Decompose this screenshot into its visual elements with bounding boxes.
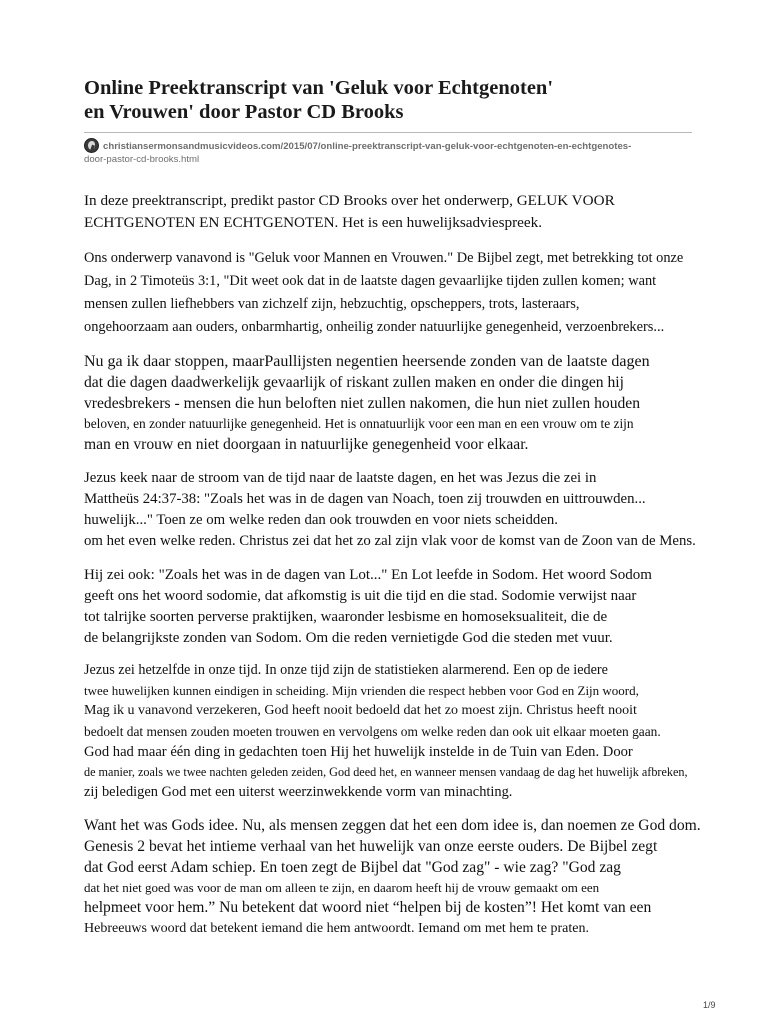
paragraph-line: bedoelt dat mensen zouden moeten trouwen en vervolgens om welke reden dan ook uit elkaar moeten gaan.: [84, 723, 661, 739]
paragraph-line: God had maar één ding in gedachten toen Hij het huwelijk instelde in de Tuin van Eden. Door: [84, 744, 633, 760]
document-body: [84, 190, 724, 939]
paragraph-line: mensen zullen liefhebbers van zichzelf zijn, hebzuchtig, opscheppers, trots, lasteraars,: [84, 296, 580, 312]
document-title: [84, 76, 684, 124]
paragraph: [84, 247, 724, 338]
paragraph-line: de manier, zoals we twee nachten geleden zeiden, God deed het, en wanneer mensen vandaag de dag het huwelijk afbreken,: [84, 764, 688, 779]
title-line: en Vrouwen' door Pastor CD Brooks: [84, 101, 404, 123]
paragraph-line: Genesis 2 bevat het intieme verhaal van het huwelijk van onze eerste ouders. De Bijbel zegt: [84, 837, 658, 855]
title-line: Online Preektranscript van 'Geluk voor Echtgenoten': [84, 77, 554, 99]
paragraph-line: In deze preektranscript, predikt pastor CD Brooks over het onderwerp, GELUK VOOR: [84, 192, 615, 209]
paragraph-line: huwelijk..." Toen ze om welke reden dan ook trouwden en voor niets scheidden.: [84, 512, 558, 528]
page-number: 1/9: [703, 1000, 716, 1010]
paragraph-line: Mag ik u vanavond verzekeren, God heeft nooit bedoeld dat het zo moest zijn. Christus heeft nooit: [84, 703, 637, 718]
paragraph-line: Ons onderwerp vanavond is "Geluk voor Mannen en Vrouwen." De Bijbel zegt, met betrekking tot onze: [84, 250, 684, 266]
paragraph-line: de belangrijkste zonden van Sodom. Om die reden vernietigde God die steden met vuur.: [84, 630, 613, 646]
source-url-line[interactable]: christiansermonsandmusicvideos.com/2015/07/online-preektranscript-van-geluk-voor-echtgenoten-en-echtgenotes-: [103, 141, 632, 152]
source-url[interactable]: [84, 140, 693, 166]
paragraph: [84, 660, 724, 803]
source-url-line[interactable]: door-pastor-cd-brooks.html: [84, 154, 200, 165]
paragraph: [84, 565, 724, 649]
paragraph-line: vredesbrekers - mensen die hun beloften niet zullen nakomen, die hun niet zullen houden: [84, 395, 640, 412]
paragraph-line: Hij zei ook: "Zoals het was in de dagen van Lot..." En Lot leefde in Sodom. Het woord Sodom: [84, 567, 652, 583]
globe-icon: [84, 138, 99, 153]
paragraph-line: Jezus zei hetzelfde in onze tijd. In onze tijd zijn de statistieken alarmerend. Een op de iedere: [84, 662, 608, 678]
paragraph-line: Nu ga ik daar stoppen, maarPaullijsten negentien heersende zonden van de laatste dagen: [84, 353, 650, 370]
paragraph-line: dat het niet goed was voor de man om alleen te zijn, en daarom heeft hij de vrouw gemaakt om een: [84, 879, 600, 895]
paragraph-line: dat God eerst Adam schiep. En toen zegt de Bijbel dat "God zag" - wie zag? "God zag: [84, 858, 621, 876]
paragraph-line: zij beledigen God met een uiterst weerzinwekkende vorm van minachting.: [84, 784, 513, 800]
paragraph: [84, 468, 724, 552]
paragraph-line: Dag, in 2 Timoteüs 3:1, "Dit weet ook dat in de laatste dagen gevaarlijke tijden zullen komen; want: [84, 273, 657, 289]
paragraph-line: man en vrouw en niet doorgaan in natuurlijke genegenheid voor elkaar.: [84, 436, 529, 453]
paragraph-line: Jezus keek naar de stroom van de tijd naar de laatste dagen, en het was Jezus die zei in: [84, 470, 597, 486]
paragraph: [84, 351, 724, 456]
paragraph-line: Mattheüs 24:37-38: "Zoals het was in de dagen van Noach, toen zij trouwden en uittrouwden...: [84, 491, 646, 507]
paragraph-line: om het even welke reden. Christus zei dat het zo zal zijn vlak voor de komst van de Zoon van de Mens.: [84, 533, 696, 549]
paragraph: [84, 190, 724, 233]
paragraph-line: twee huwelijken kunnen eindigen in scheiding. Mijn vrienden die respect hebben voor God en Zijn woord,: [84, 682, 639, 698]
title-divider: [84, 132, 692, 133]
paragraph-line: ongehoorzaam aan ouders, onbarmhartig, onheilig zonder natuurlijke genegenheid, verzoenbrekers...: [84, 319, 665, 335]
paragraph: [84, 815, 724, 940]
paragraph-line: helpmeet voor hem.” Nu betekent dat woord niet “helpen bij de kosten”! Het komt van een: [84, 899, 652, 916]
paragraph-line: Want het was Gods idee. Nu, als mensen zeggen dat het een dom idee is, dan noemen ze God dom.: [84, 816, 701, 834]
paragraph-line: ECHTGENOTEN EN ECHTGENOTEN. Het is een huwelijksadviespreek.: [84, 213, 543, 231]
paragraph-line: beloven, en zonder natuurlijke genegenheid. Het is onnatuurlijk voor een man en een vrouw om te zijn: [84, 416, 634, 431]
paragraph-line: Hebreeuws woord dat betekent iemand die hem antwoordt. Iemand om met hem te praten.: [84, 920, 589, 936]
paragraph-line: tot talrijke soorten perverse praktijken, waaronder lesbisme en homoseksualiteit, die de: [84, 609, 608, 625]
paragraph-line: geeft ons het woord sodomie, dat afkomstig is uit die tijd en die stad. Sodomie verwijst naar: [84, 588, 637, 604]
paragraph-line: dat die dagen daadwerkelijk gevaarlijk of riskant zullen maken en onder die dingen hij: [84, 374, 624, 391]
